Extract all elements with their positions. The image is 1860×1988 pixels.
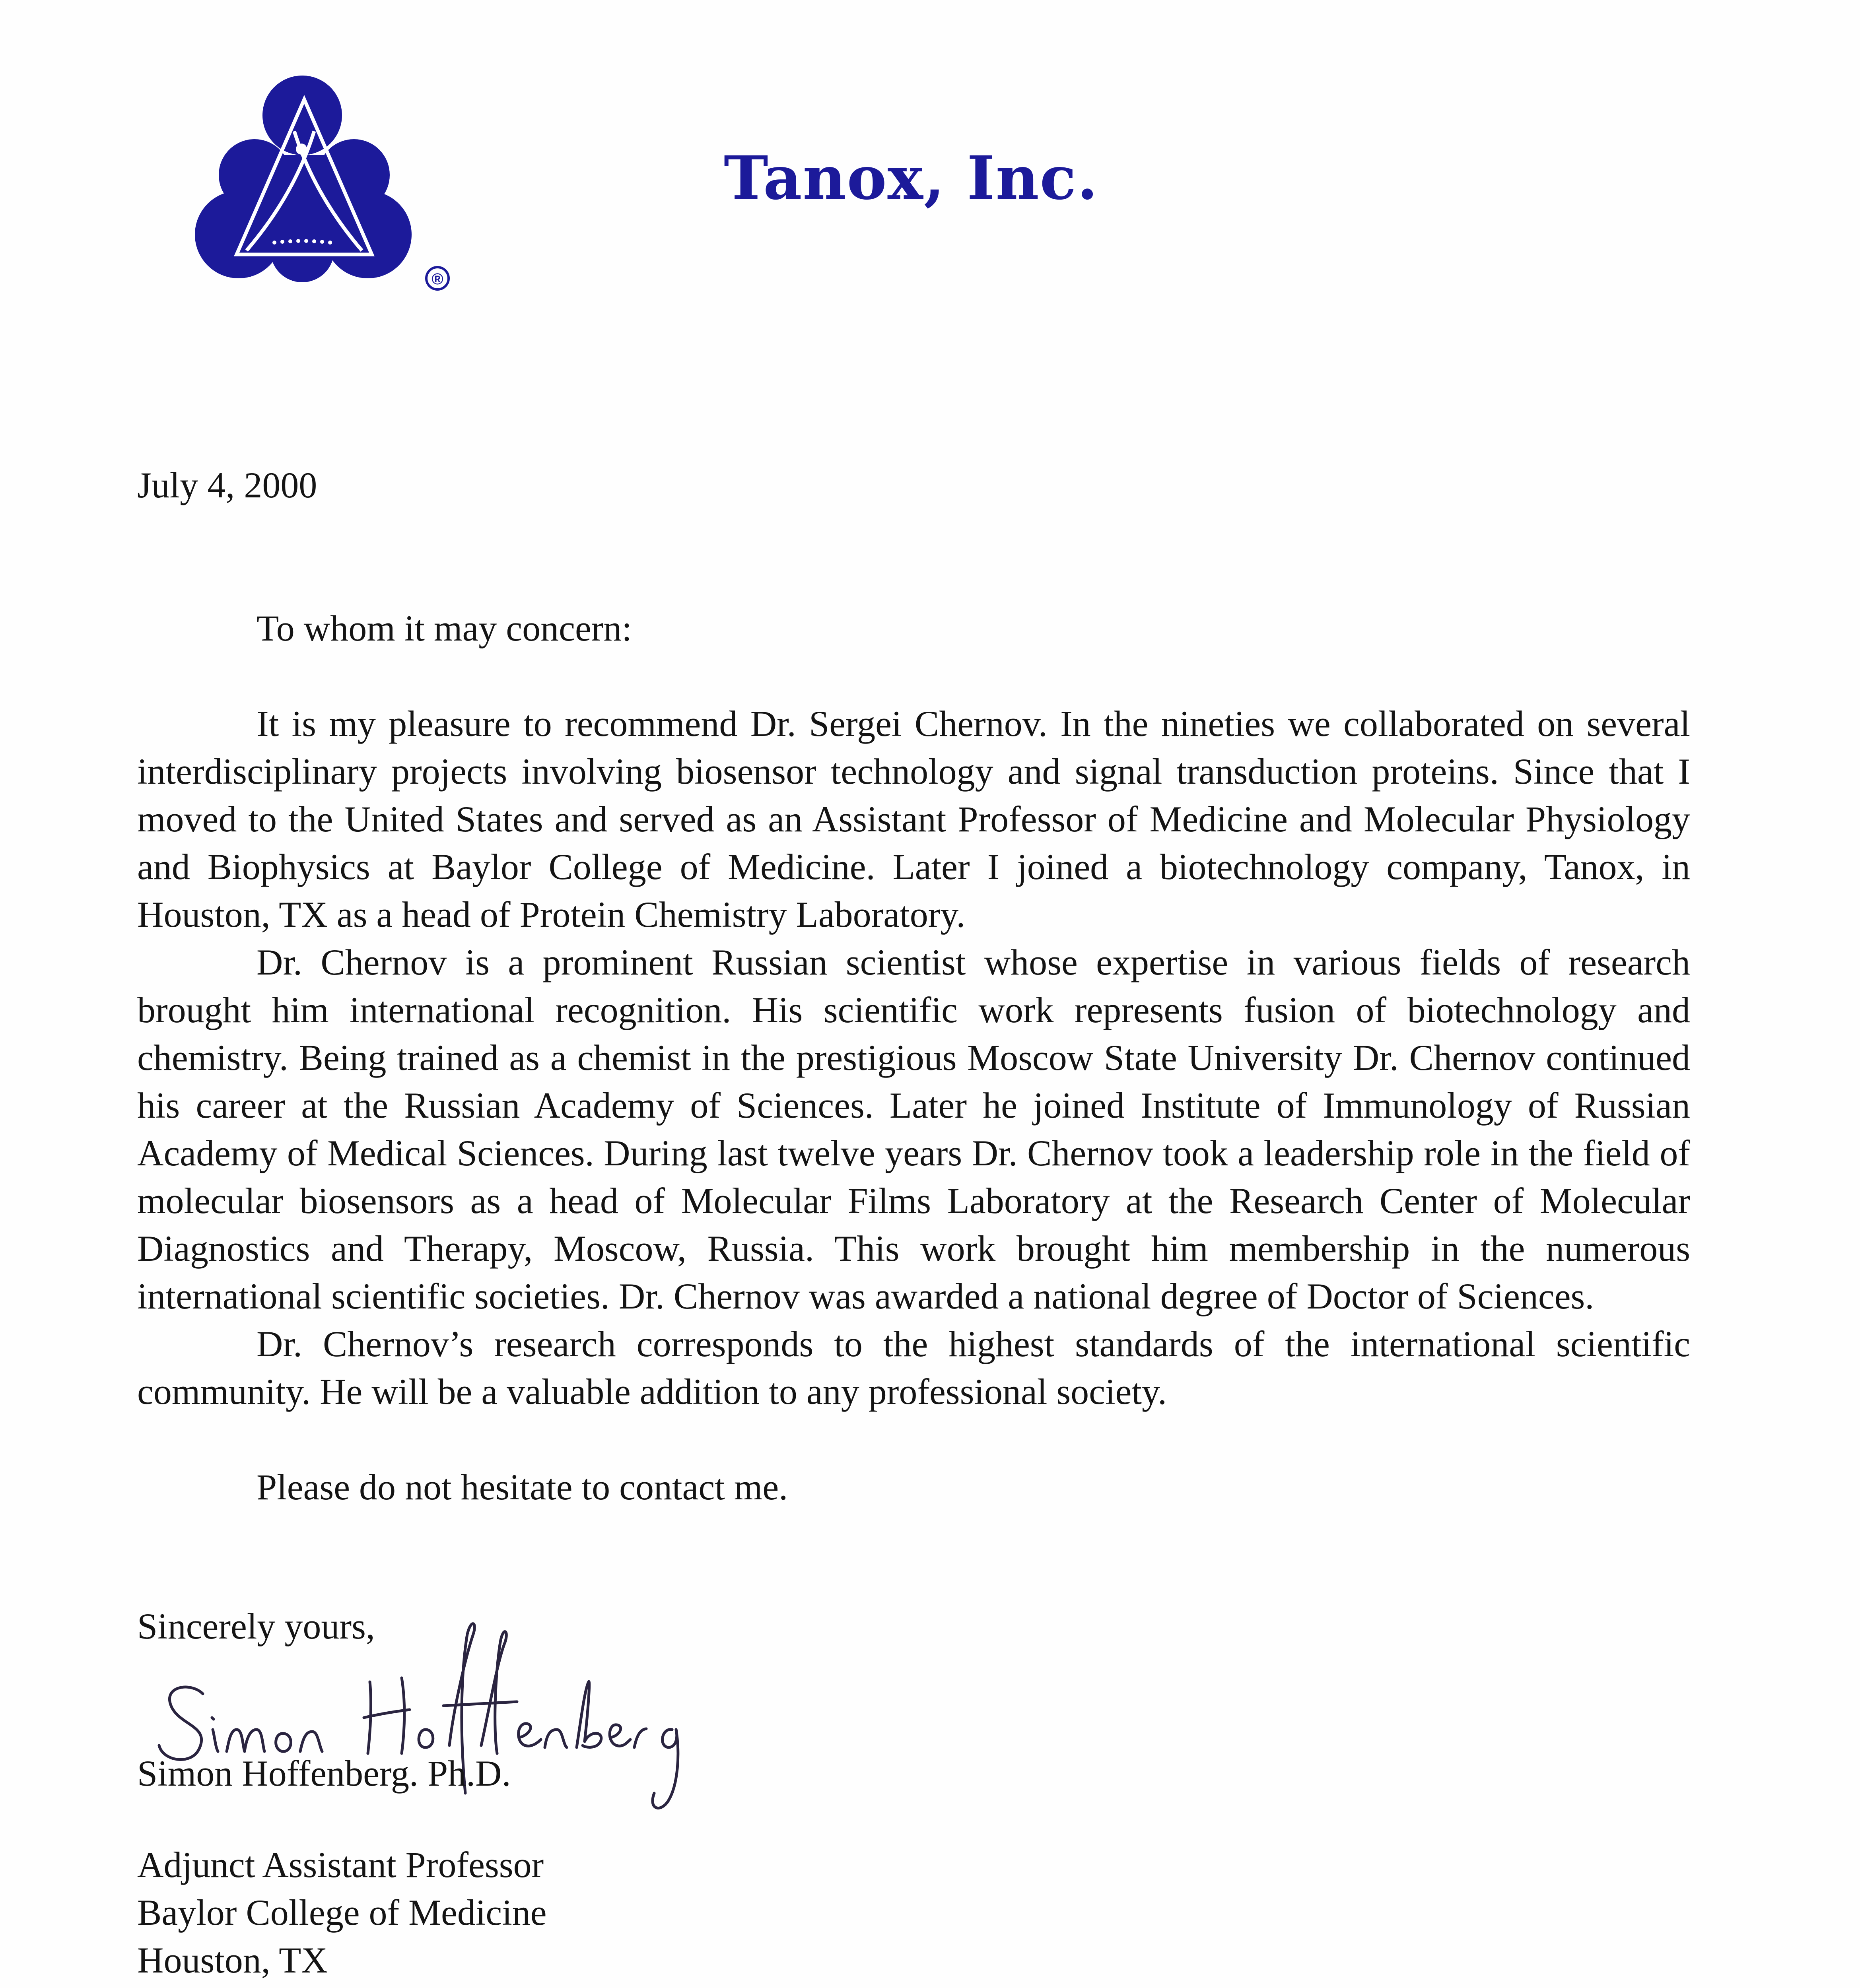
signer-name: Simon Hoffenberg. Ph.D. — [137, 1753, 511, 1794]
sign-off: Sincerely yours, — [137, 1606, 375, 1646]
closing-line: Please do not hesitate to contact me. — [257, 1467, 788, 1507]
academic-affiliation — [137, 1841, 547, 1984]
affiliation-line: Baylor College of Medicine — [137, 1892, 547, 1933]
salutation: To whom it may concern: — [257, 608, 632, 648]
paragraph: Dr. Chernov is a prominent Russian scientist whose expertise in various fields of research brought him international recognition. His scientific work represents fusion of biotechnology and chemistry. Being trained as a chemist in the prestigious Moscow State University Dr. Chernov continued his career at the Russian Academy of Sciences. Later he joined Institute of Immunology of Russian Academy of Medical Sciences. During last twelve years Dr. Chernov took a leadership role in the field of molecular biosensors as a head of Molecular Films Laboratory at the Research Center of Molecular Diagnostics and Therapy, Moscow, Russia. This work brought him membership in the numerous international scientific societies. Dr. Chernov was awarded a national degree of Doctor of Sciences. — [137, 942, 1690, 1316]
letter-body — [137, 604, 1690, 1511]
affiliation-line: Houston, TX — [137, 1940, 328, 1980]
paragraph: It is my pleasure to recommend Dr. Sergei Chernov. In the nineties we collaborated on several interdisciplinary projects involving biosensor technology and signal transduction proteins. Since that I moved to the United States and served as an Assistant Professor of Medicine and Molecular Physiology and Biophysics at Baylor College of Medicine. Later I joined a biotechnology company, Tanox, in Houston, TX as a head of Protein Chemistry Laboratory. — [137, 703, 1690, 935]
tanox-logo-icon — [195, 76, 465, 298]
affiliation-line: Adjunct Assistant Professor — [137, 1844, 544, 1885]
paragraph: Dr. Chernov’s research corresponds to the highest standards of the international scientific community. He will be a valuable addition to any professional society. — [137, 1324, 1690, 1412]
letter-date: July 4, 2000 — [137, 465, 317, 505]
company-name: Tanox, Inc. — [724, 143, 1099, 213]
registered-mark: ® — [431, 270, 443, 288]
